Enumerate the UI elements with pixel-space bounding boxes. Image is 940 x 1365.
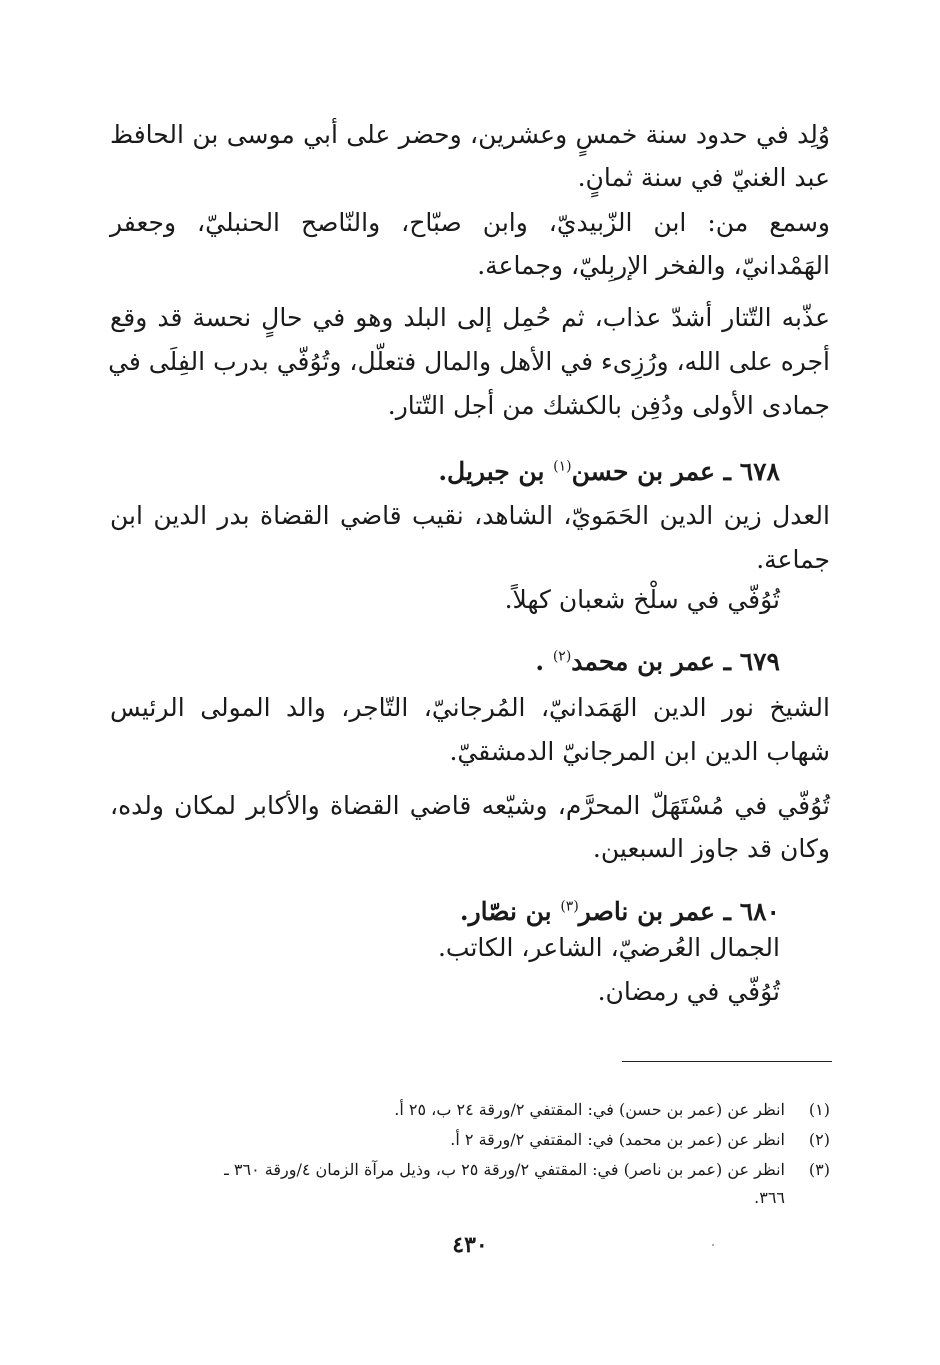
text-line: عبد الغنيّ في سنة ثمانٍ. <box>577 163 830 192</box>
text-line: عذّبه التّتار أشدّ عذاب، ثم حُمِل إلى البلد وهو في حالٍ نحسة قد وقع <box>110 303 830 332</box>
text-line: الجمال العُرضيّ، الشاعر، الكاتب. <box>437 933 780 962</box>
footnote-ref: (١) <box>553 458 572 475</box>
footnote-text: انظر عن (عمر بن حسن) في: المقتفي ٢/ورقة ٢٤ ب، ٢٥ أ. <box>394 1100 785 1119</box>
footnote <box>110 1157 830 1183</box>
text-line: تُوُفّي في مُسْتَهَلّ المحرَّم، وشيّعه قاضي القضاة والأكابر لمكان ولده، <box>110 791 830 820</box>
text-line: تُوُفّي في سلْخ شعبان كهلاً. <box>504 585 780 614</box>
text-line: العدل زين الدين الحَمَويّ، الشاهد، نقيب قاضي القضاة بدر الدين ابن <box>110 501 830 530</box>
footnote <box>110 1097 830 1123</box>
text-line: تُوُفّي في رمضان. <box>597 977 780 1006</box>
footnote <box>110 1127 830 1153</box>
text-line: أجره على الله، ورُزِىء في الأهل والمال فتعلّل، وتُوُفّي بدرب الفِلَى في <box>108 347 830 376</box>
entry-name-suffix: . <box>535 647 545 676</box>
text-line: الشيخ نور الدين الهَمَدانيّ، المُرجانيّ، التّاجر، والد المولى الرئيس <box>110 693 830 722</box>
entry-name: عمر بن حسن <box>571 457 715 486</box>
footnote-number: (٢) <box>808 1130 830 1149</box>
text-line: وسمع من: ابن الزّبيديّ، وابن صبّاح، والنّاصح الحنبليّ، وجعفر <box>110 208 830 237</box>
text-line: وكان قد جاوز السبعين. <box>592 834 830 863</box>
footnote-ref: (٣) <box>560 898 579 915</box>
entry-name-suffix: بن جبريل. <box>438 457 545 486</box>
text-line: جمادى الأولى ودُفِن بالكشك من أجل التّتار. <box>387 391 830 420</box>
text-line: شهاب الدين ابن المرجانيّ الدمشقيّ. <box>449 737 830 766</box>
entry-name: عمر بن ناصر <box>578 897 715 926</box>
footnote-ref: (٢) <box>552 648 572 665</box>
entry-heading: ٦٧٨ ـ عمر بن حسن$^{(١)}$ بن جبريل. <box>438 457 780 486</box>
footnote-divider <box>622 1061 832 1062</box>
footnote-continuation: ٣٦٦. <box>754 1188 785 1207</box>
entry-number: ٦٧٨ <box>739 457 780 486</box>
text-line: جماعة. <box>756 545 830 574</box>
entry-number: ٦٧٩ <box>739 647 780 676</box>
entry-name-suffix: بن نصّار. <box>459 897 552 926</box>
entry-number: ٦٨٠ <box>739 897 780 926</box>
text-line: الهَمْدانيّ، والفخر الإربِليّ، وجماعة. <box>477 251 830 280</box>
entry-heading: ٦٨٠ ـ عمر بن ناصر$^{(٣)}$ بن نصّار. <box>459 897 780 926</box>
page-number: ٤٣٠ <box>452 1232 488 1258</box>
footnote-text: انظر عن (عمر بن ناصر) في: المقتفي ٢/ورقة ٢٥ ب، وذيل مرآة الزمان ٤/ورقة ٣٦٠ ـ <box>224 1160 785 1179</box>
footnote-number: (١) <box>808 1100 830 1119</box>
footnote-text: انظر عن (عمر بن محمد) في: المقتفي ٢/ورقة ٢ أ. <box>450 1130 785 1149</box>
entry-heading: ٦٧٩ ـ عمر بن محمد$^{(٢)}$ . <box>535 647 780 676</box>
footnote-number: (٣) <box>808 1160 830 1179</box>
text-line: وُلِد في حدود سنة خمسٍ وعشرين، وحضر على أبي موسى بن الحافظ <box>110 120 830 149</box>
entry-name: عمر بن محمد <box>571 647 715 676</box>
